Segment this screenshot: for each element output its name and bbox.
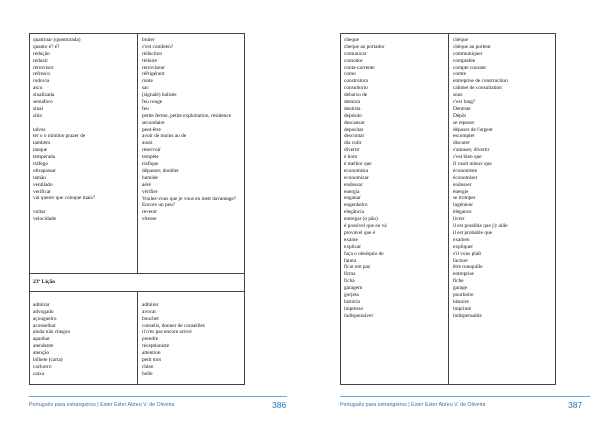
- right-page: [300, 0, 600, 424]
- vocab-entry: atendente: [33, 343, 54, 350]
- vocab-entry: discuter: [453, 140, 470, 147]
- vocab-entry: economizar: [344, 174, 369, 181]
- vocab-entry: Dentiste: [453, 105, 471, 112]
- vocab-entry: chèque: [453, 37, 468, 43]
- vocab-entry: fiche: [453, 278, 464, 285]
- vocab-entry: cheque ao portador: [344, 43, 385, 50]
- vocab-entry: explicar: [344, 243, 362, 250]
- vocab-entry: sítio: [33, 112, 43, 119]
- vocab-entry: boîte: [142, 370, 153, 377]
- vocab-entry: s'amuser, divertir: [453, 147, 490, 154]
- french-column: [142, 37, 244, 223]
- vocab-entry: ainda não chegou: [33, 329, 71, 336]
- page-number: 386: [272, 400, 287, 410]
- vocab-entry: energia: [344, 188, 360, 195]
- vocabulary-table: [340, 33, 556, 385]
- vocab-entry: élégance: [453, 209, 472, 216]
- vocab-entry: il est possible que j'y aille: [453, 223, 508, 230]
- vocab-entry: [33, 202, 135, 209]
- vocab-entry: histoire: [453, 298, 469, 305]
- vocab-entry: énergie: [453, 188, 469, 195]
- vocab-entry: Il vault mieux que: [453, 161, 492, 168]
- vocab-entry: Dépôt: [453, 112, 466, 119]
- vocab-entry: il n'es pas encore arrivé: [142, 329, 192, 336]
- vocab-entry: facture: [453, 257, 468, 264]
- vocab-entry: história: [344, 298, 360, 305]
- vocab-entry: compte courant: [453, 64, 486, 71]
- vocab-entry: debaixo de: [344, 92, 368, 99]
- vocab-entry: comodor: [344, 57, 363, 64]
- vocab-entry: feu: [142, 105, 149, 112]
- vocab-entry: attention: [142, 350, 161, 357]
- vocab-entry: peut-être: [142, 126, 161, 133]
- vocab-entry: descontar: [344, 133, 365, 140]
- vocab-entry: firma: [344, 271, 356, 278]
- vocab-entry: revenir: [142, 209, 157, 216]
- vocab-entry: rodovia: [33, 78, 50, 85]
- vocab-entry: quanto é? é?: [33, 43, 60, 50]
- vocab-entry: conta-corrente: [344, 64, 375, 71]
- vocab-entry: conseils, donner de conseilles: [142, 322, 205, 329]
- vocab-entry: aconselhar: [33, 322, 56, 329]
- vocab-entry: réceptioniste: [142, 343, 170, 350]
- vocab-entry: depositar: [344, 126, 364, 133]
- vocab-entry: aussi: [142, 140, 153, 147]
- vocab-entry: endosser: [453, 181, 472, 188]
- vocab-entry: admirar: [33, 301, 50, 308]
- vocab-entry: aéré: [142, 181, 151, 188]
- vocab-entry: vitesse: [142, 216, 157, 223]
- vocab-entry: livrer: [453, 216, 465, 223]
- vocab-entry: ventilado: [33, 181, 53, 188]
- vocab-entry: advogado: [33, 308, 54, 315]
- vocab-entry: retrovisor: [33, 64, 54, 71]
- footer-rule: [340, 396, 590, 397]
- vocab-entry: elegância: [344, 209, 364, 216]
- vocab-entry: il est probable que: [453, 229, 492, 236]
- page-footer: Português para estrangeiros | Ester Ester Abreu V. de Oliveira: [29, 402, 175, 408]
- vocab-entry: endossar: [344, 181, 363, 188]
- vocab-entry: (signalé) balisée: [142, 92, 177, 99]
- vocab-entry: semáforo: [33, 99, 53, 106]
- vocab-entry: réduire: [142, 57, 157, 64]
- vocab-entry: chien: [142, 363, 154, 370]
- vocab-entry: cabinet de consultation: [453, 85, 502, 92]
- vocab-entry: feu rouge: [142, 99, 163, 106]
- vocab-entry: boucher: [142, 315, 160, 322]
- vocab-entry: réservoir: [142, 147, 161, 154]
- vocab-entry: redução: [33, 50, 50, 57]
- vocab-entry: dentista: [344, 105, 361, 112]
- page-footer: Português para estrangeiros | Ester Ester Abreu V. de Oliveira: [340, 402, 486, 408]
- vocab-entry: dia cutir: [344, 140, 362, 147]
- vocab-entry: impresso: [344, 305, 364, 312]
- vocab-entry: economista: [344, 167, 369, 174]
- vocab-entry: temperada: [33, 154, 56, 161]
- vocab-entry: é bom: [344, 154, 358, 161]
- vocab-entry: escompter: [453, 133, 475, 140]
- vocab-entry: garage: [453, 285, 468, 292]
- vocab-entry: tráfego: [33, 161, 48, 168]
- vocab-entry: c'est bien que: [453, 154, 482, 161]
- vocab-entry: s'il vous plaît: [453, 250, 482, 257]
- vocab-entry: comptable: [453, 57, 476, 64]
- row-divider: [30, 291, 244, 292]
- portuguese-column: [33, 295, 135, 378]
- vocab-entry: entregar (o pão): [344, 216, 378, 223]
- vocab-entry: tamão: [33, 174, 46, 181]
- vocab-entry: reduzir: [33, 57, 48, 64]
- vocab-entry: comunicar: [344, 50, 367, 57]
- vocab-entry: provável que é: [344, 229, 376, 236]
- vocab-entry: déposer de l'argent: [453, 126, 493, 133]
- vocabulary-table-lesson-23: [29, 273, 245, 385]
- vocab-entry: bruler: [142, 37, 155, 43]
- vocab-entry: indispensável: [344, 312, 373, 319]
- vocab-entry: como: [344, 71, 356, 78]
- vocab-entry: sinalizada: [33, 92, 55, 99]
- vocab-entry: também: [33, 140, 51, 147]
- vocab-entry: tanque: [33, 147, 48, 154]
- vocab-entry: route: [142, 78, 153, 85]
- vocab-entry: trafique: [142, 161, 159, 168]
- vocab-entry: c'est long?: [453, 99, 476, 106]
- vocab-entry: cheque: [344, 37, 359, 43]
- vocab-entry: avoir de moins au de: [142, 133, 187, 140]
- vocab-entry: humide: [142, 174, 158, 181]
- vocab-entry: pourboire: [453, 291, 474, 298]
- vocab-entry: [33, 120, 135, 127]
- vocab-entry: vai querer que coloque mais?: [33, 195, 96, 202]
- vocab-entry: atenção: [33, 350, 50, 357]
- vocab-entry: divertir: [344, 147, 360, 154]
- vocab-entry: [142, 295, 244, 302]
- vocab-entry: dépasser, doubler: [142, 167, 179, 174]
- vocab-entry: réfrigérant: [142, 71, 165, 78]
- vocab-entry: bilhete (carta): [33, 357, 63, 364]
- vocab-entry: faça o obséquio de: [344, 250, 384, 257]
- vocab-entry: [33, 295, 135, 302]
- vocab-entry: tempête: [142, 154, 159, 161]
- vocab-entry: caixa: [33, 370, 45, 377]
- portuguese-column: [33, 37, 135, 223]
- vocab-entry: velocidade: [33, 216, 56, 223]
- vocab-entry: construtora: [344, 78, 368, 85]
- vocab-entry: examen: [453, 236, 470, 243]
- vocab-entry: quatrinar (quenturada): [33, 37, 81, 43]
- vocab-entry: sous: [453, 92, 463, 99]
- vocab-entry: é melhor que: [344, 161, 372, 168]
- vocab-entry: descansar: [344, 119, 365, 126]
- vocab-entry: sac: [142, 85, 149, 92]
- vocab-entry: économiser: [453, 174, 478, 181]
- vocab-entry: communiquer: [453, 50, 483, 57]
- vocab-entry: se reposer: [453, 119, 475, 126]
- vocab-entry: ingénieur: [453, 202, 474, 209]
- vocab-entry: fatura: [344, 257, 357, 264]
- vocab-entry: ter o o mínimo prazer de: [33, 133, 86, 140]
- vocab-entry: vérifier: [142, 188, 158, 195]
- vocabulary-table-lesson-22: [29, 33, 245, 274]
- vocab-entry: être tranquille: [453, 264, 483, 271]
- vocab-entry: comte: [453, 71, 466, 78]
- vocab-entry: indispensable: [453, 312, 482, 319]
- vocab-entry: retroviseur: [142, 64, 165, 71]
- column-divider: [448, 34, 449, 384]
- vocab-entry: talvez: [33, 126, 46, 133]
- vocab-entry: petite ferme, petite exploitation, résidence secondaire: [142, 112, 232, 126]
- footer-rule: [29, 396, 287, 397]
- vocab-entry: açougueiro: [33, 315, 57, 322]
- vocab-entry: imprimé: [453, 305, 471, 312]
- vocab-entry: apanhar: [33, 336, 50, 343]
- vocab-entry: consultorio: [344, 85, 368, 92]
- page-number: 387: [568, 400, 583, 410]
- vocab-entry: asco: [33, 85, 43, 92]
- french-column: [142, 295, 244, 378]
- vocab-entry: garagem: [344, 285, 363, 292]
- lesson-heading: 23ª Lição: [33, 279, 56, 285]
- vocab-entry: entreprise de construction: [453, 78, 508, 85]
- vocab-entry: chèque au porteur: [453, 43, 491, 50]
- french-column: [453, 37, 555, 320]
- vocab-entry: refresco: [33, 71, 51, 78]
- vocab-entry: é possível que eu vá: [344, 223, 387, 230]
- vocab-entry: expliquer: [453, 243, 474, 250]
- vocab-entry: cachorro: [33, 363, 52, 370]
- vocab-entry: ficha: [344, 278, 355, 285]
- vocab-entry: petit mot: [142, 357, 161, 364]
- vocab-entry: enganar: [344, 195, 361, 202]
- vocab-entry: ultrapassar: [33, 167, 56, 174]
- vocab-entry: depósito: [344, 112, 362, 119]
- column-divider: [137, 34, 138, 273]
- vocab-entry: ficar em paz: [344, 264, 371, 271]
- vocab-entry: avocat: [142, 308, 156, 315]
- vocab-entry: Voulez-vous que je vous en mett davantage? Encore un peu?: [142, 195, 237, 209]
- vocab-entry: demora: [344, 99, 360, 106]
- vocab-entry: engenheiro: [344, 202, 368, 209]
- vocab-entry: verificar: [33, 188, 51, 195]
- vocab-entry: économiste: [453, 167, 478, 174]
- vocab-entry: voltar: [33, 209, 46, 216]
- column-divider: [137, 291, 138, 384]
- vocab-entry: entreprise: [453, 271, 474, 278]
- vocab-entry: prendre: [142, 336, 159, 343]
- vocab-entry: sinal: [33, 105, 44, 112]
- vocab-entry: se tromper: [453, 195, 476, 202]
- portuguese-column: [344, 37, 446, 320]
- vocab-entry: exame: [344, 236, 358, 243]
- vocab-entry: réduction: [142, 50, 163, 57]
- vocab-entry: gorjeta: [344, 291, 359, 298]
- vocab-entry: c'est combien?: [142, 43, 174, 50]
- vocab-entry: admirer: [142, 301, 159, 308]
